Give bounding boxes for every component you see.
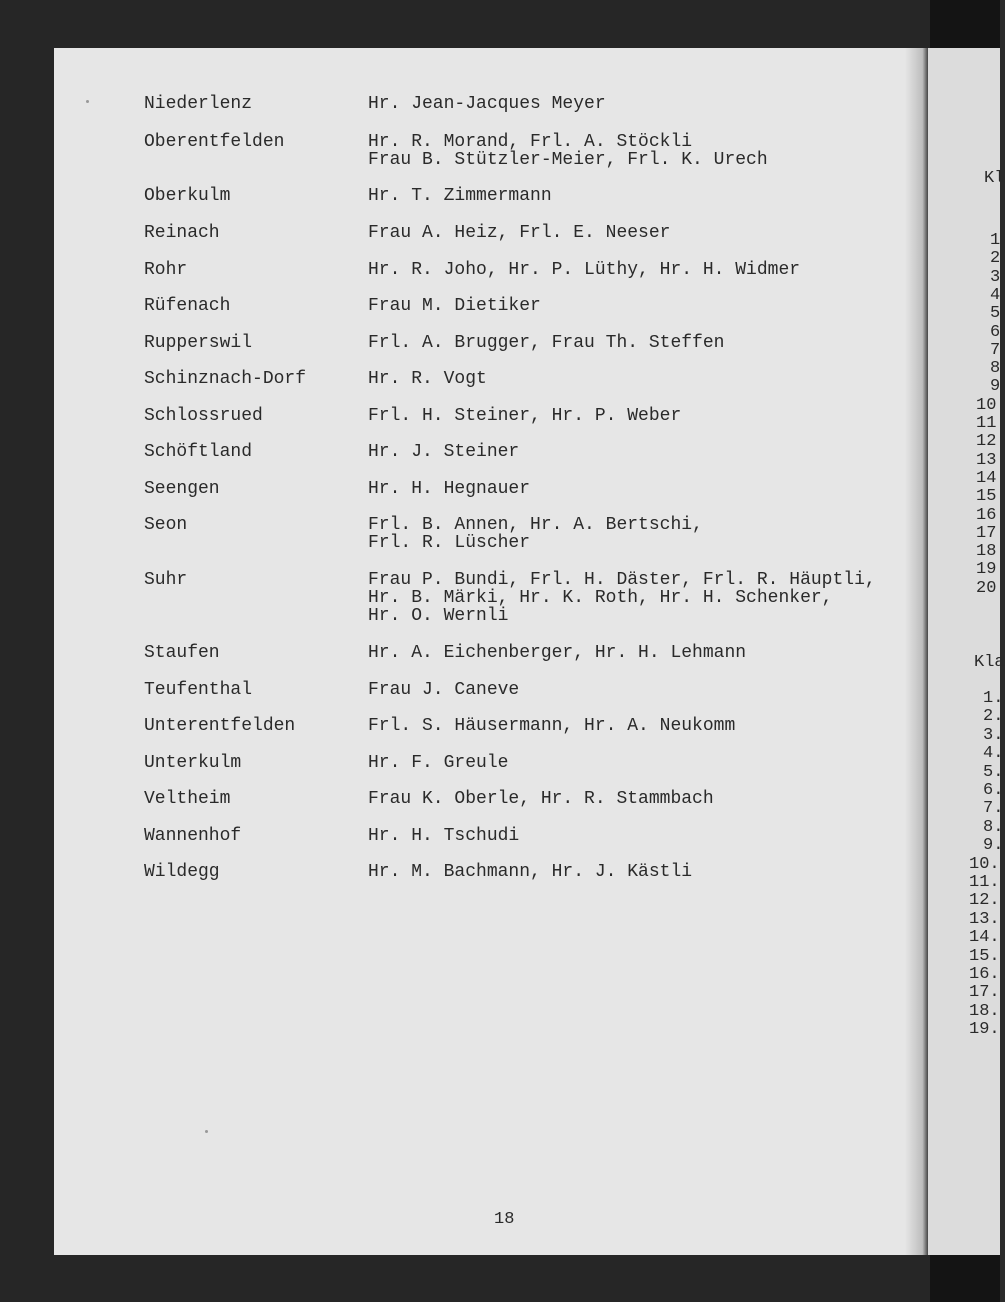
place-name: Suhr xyxy=(144,570,188,590)
adjacent-list-item: 2. xyxy=(983,707,1004,727)
adjacent-list-item: 2 xyxy=(990,249,1001,269)
adjacent-list-item: 15 xyxy=(976,487,997,507)
adjacent-heading-2: Kla xyxy=(974,653,1005,672)
teacher-names xyxy=(368,516,703,552)
paper-speck xyxy=(86,100,89,103)
adjacent-list-item: 3 xyxy=(990,267,1001,287)
teacher-names-line: Hr. R. Joho, Hr. P. Lüthy, Hr. H. Widmer xyxy=(368,260,801,280)
adjacent-list-item: 13. xyxy=(969,909,1000,929)
teacher-names-line: Frl. H. Steiner, Hr. P. Weber xyxy=(368,406,682,426)
adjacent-list-item: 6 xyxy=(990,322,1001,342)
adjacent-list-item: 9 xyxy=(990,377,1001,397)
teacher-names-line: Hr. F. Greule xyxy=(368,753,509,773)
place-name: Unterentfelden xyxy=(144,716,296,736)
adjacent-list-item: 17 xyxy=(976,523,997,543)
adjacent-list-item: 3. xyxy=(983,725,1004,745)
teacher-names xyxy=(368,863,692,881)
place-name: Rohr xyxy=(144,260,188,280)
place-name: Oberentfelden xyxy=(144,132,285,152)
adjacent-list-item: 11. xyxy=(969,873,1000,892)
adjacent-list-item: 18. xyxy=(969,1001,1000,1021)
place-name: Wannenhof xyxy=(144,826,242,846)
place-name: Schöftland xyxy=(144,442,253,462)
teacher-names xyxy=(368,827,519,845)
teacher-names xyxy=(368,790,714,808)
teacher-names-line: Frau B. Stützler-Meier, Frl. K. Urech xyxy=(368,150,768,170)
adjacent-list-item: 12. xyxy=(969,891,1000,911)
paper-speck xyxy=(205,1130,208,1133)
teacher-names-line: Frl. R. Lüscher xyxy=(368,533,531,553)
teacher-names-line: Hr. H. Hegnauer xyxy=(368,479,531,499)
teacher-names-line: Hr. A. Eichenberger, Hr. H. Lehmann xyxy=(368,643,747,663)
teacher-names-line: Frl. A. Brugger, Frau Th. Steffen xyxy=(368,333,725,353)
adjacent-list-item: 9. xyxy=(983,836,1004,856)
adjacent-list-item: 17. xyxy=(969,983,1000,1003)
teacher-names-line: Hr. R. Morand, Frl. A. Stöckli xyxy=(368,132,693,152)
place-name: Veltheim xyxy=(144,789,231,809)
adjacent-list-item: 4. xyxy=(983,744,1004,764)
teacher-names-line: Hr. H. Tschudi xyxy=(368,826,520,846)
teacher-names xyxy=(368,370,487,388)
teacher-names-line: Hr. M. Bachmann, Hr. J. Kästli xyxy=(368,862,693,882)
place-name: Rüfenach xyxy=(144,296,231,316)
teacher-names-line: Frau M. Dietiker xyxy=(368,296,541,316)
teacher-names-line: Hr. J. Steiner xyxy=(368,442,520,462)
document-page xyxy=(54,48,918,1255)
teacher-names xyxy=(368,571,876,625)
adjacent-list-item: 1. xyxy=(983,689,1004,708)
adjacent-list-item: 5 xyxy=(990,304,1001,324)
teacher-names xyxy=(368,407,681,425)
adjacent-list-item: 10. xyxy=(969,854,1000,874)
teacher-names xyxy=(368,261,800,279)
adjacent-list-item: 14. xyxy=(969,928,1000,948)
teacher-names-line: Frau P. Bundi, Frl. H. Däster, Frl. R. Häuptli, xyxy=(368,570,876,590)
adjacent-list-item: 10 xyxy=(976,395,997,415)
place-name: Schlossrued xyxy=(144,406,263,426)
adjacent-list-item: 18 xyxy=(976,542,997,562)
adjacent-list-item: 4 xyxy=(990,285,1001,305)
teacher-names-line: Hr. T. Zimmermann xyxy=(368,186,552,206)
adjacent-list-item: 5. xyxy=(983,762,1004,782)
adjacent-list-item: 8. xyxy=(983,817,1004,837)
place-name: Schinznach-Dorf xyxy=(144,369,307,389)
place-name: Unterkulm xyxy=(144,753,242,773)
adjacent-list-item: 6. xyxy=(983,781,1004,800)
adjacent-list-item: 16. xyxy=(969,965,1000,984)
place-name: Niederlenz xyxy=(144,94,253,114)
teacher-names xyxy=(368,443,519,461)
adjacent-list-item: 8 xyxy=(990,359,1001,379)
teacher-names-line: Frau A. Heiz, Frl. E. Neeser xyxy=(368,223,671,243)
teacher-names xyxy=(368,187,552,205)
page-number: 18 xyxy=(494,1210,515,1229)
teacher-names-line: Frl. S. Häusermann, Hr. A. Neukomm xyxy=(368,716,736,736)
teacher-names xyxy=(368,480,530,498)
teacher-names xyxy=(368,681,519,699)
place-name: Reinach xyxy=(144,223,220,243)
teacher-names-line: Frau K. Oberle, Hr. R. Stammbach xyxy=(368,789,714,809)
adjacent-list-item: 12 xyxy=(976,432,997,452)
teacher-names-line: Hr. Jean-Jacques Meyer xyxy=(368,94,606,114)
adjacent-list-item: 19. xyxy=(969,1020,1000,1040)
teacher-names xyxy=(368,224,670,242)
teacher-names xyxy=(368,95,606,113)
adjacent-list-item: 20 xyxy=(976,578,997,598)
teacher-names-line: Frau J. Caneve xyxy=(368,680,520,700)
teacher-names xyxy=(368,754,508,772)
adjacent-list-item: 7 xyxy=(990,340,1001,360)
teacher-names xyxy=(368,717,735,735)
adjacent-page-fragment xyxy=(928,48,1005,1255)
place-name: Seengen xyxy=(144,479,220,499)
teacher-names xyxy=(368,133,768,169)
adjacent-list-item: 19 xyxy=(976,560,997,580)
adjacent-list-item: 16 xyxy=(976,505,997,525)
place-name: Seon xyxy=(144,515,188,535)
place-name: Wildegg xyxy=(144,862,220,882)
gutter-shadow xyxy=(905,48,930,1255)
teacher-names xyxy=(368,297,541,315)
teacher-names-line: Hr. R. Vogt xyxy=(368,369,487,389)
teacher-names-line: Frl. B. Annen, Hr. A. Bertschi, xyxy=(368,515,703,535)
teacher-names xyxy=(368,334,724,352)
place-name: Staufen xyxy=(144,643,220,663)
adjacent-list-item: 13 xyxy=(976,450,997,470)
teacher-names-line: Hr. B. Märki, Hr. K. Roth, Hr. H. Schenker, xyxy=(368,588,833,608)
place-name: Rupperswil xyxy=(144,333,253,353)
place-name: Teufenthal xyxy=(144,680,253,700)
adjacent-list-item: 14 xyxy=(976,468,997,488)
adjacent-list-item: 1 xyxy=(990,231,1001,250)
teacher-names xyxy=(368,644,746,662)
teacher-names-line: Hr. O. Wernli xyxy=(368,606,509,626)
place-name: Oberkulm xyxy=(144,186,231,206)
adjacent-list-item: 15. xyxy=(969,946,1000,966)
adjacent-heading-1: Kl xyxy=(984,169,1005,188)
adjacent-list-item: 11 xyxy=(976,414,997,433)
adjacent-list-item: 7. xyxy=(983,799,1004,819)
